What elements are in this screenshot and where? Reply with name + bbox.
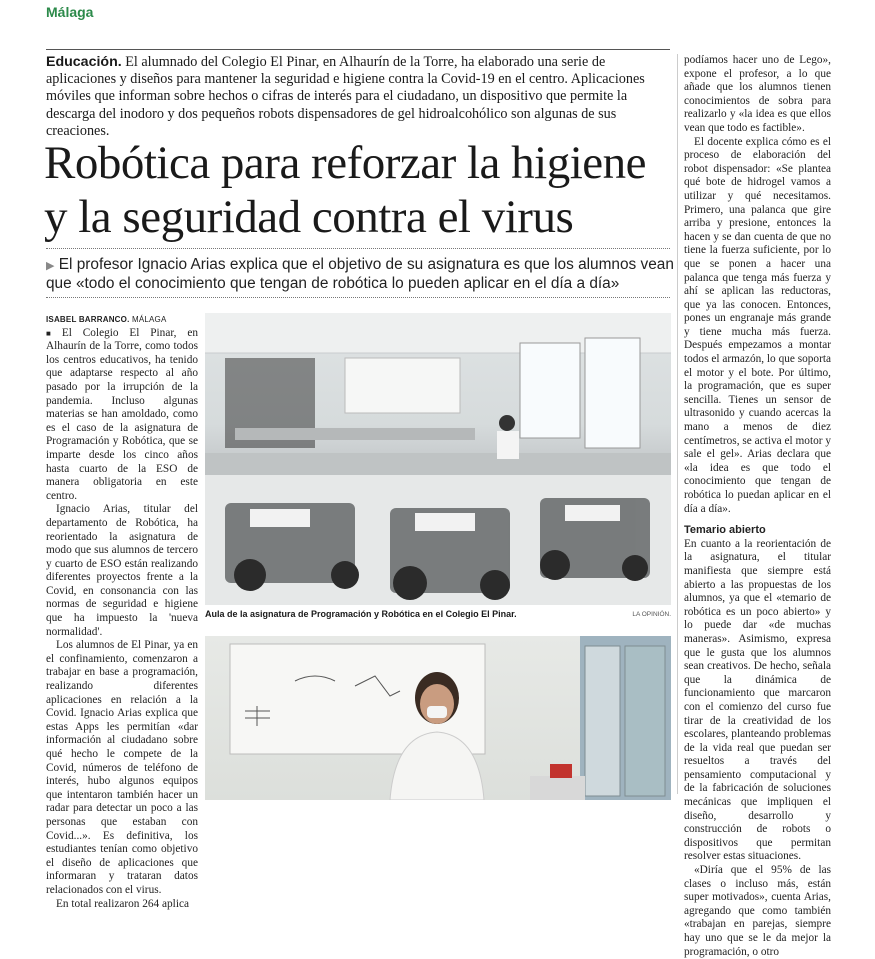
body-paragraph: Ignacio Arias, titular del departamento de Robótica, ha reorientado la asignatura de modo que sus alumnos de tercero y cuarto de ESO están realizando diferentes proyectos frente a la Covid, en consonancia con las normas de seguridad e higiene que ha impuesto la 'nueva normalidad'. [46, 503, 198, 638]
subtitle-bottom-divider [46, 297, 670, 298]
triangle-bullet-icon: ▶ [46, 260, 55, 272]
subtitle-text: El profesor Ignacio Arias explica que el objetivo de su asignatura es que los alumnos vean que «todo el conocimiento que tengan de robótica lo pueden aplicar en el día a día» [46, 256, 674, 292]
square-bullet-icon: ■ [46, 328, 59, 338]
body-paragraph: En total realizaron 264 aplica [56, 897, 189, 910]
lead-paragraph [46, 54, 671, 140]
subtitle [46, 256, 674, 293]
body-paragraph: ■ El Colegio El Pinar, en Alhaurín de la Torre, como todos los centros educativos, ha tenido que adaptarse respecto al año pasado por la irrupción de la pandemia. Incluso algunas materias se han amoldado, como es el caso de la asignatura de Programación y Robótica, que se imparte desde los cinco años hasta cuarto de la ESO de manera obligatoria en este centro. [46, 326, 198, 502]
headline-line-2: y la seguridad contra el virus [44, 191, 574, 243]
byline-author: ISABEL BARRANCO. [46, 315, 130, 324]
lead-text: El alumnado del Colegio El Pinar, en Alhaurín de la Torre, ha elaborado una serie de aplicaciones y diseños para mantener la seguridad e higiene contra la Covid-19 en el centro. Aplicaciones móviles que informan sobre hechos o cifras de interés para el ciudadano, un dispositivo que permite la descarga del inodoro y dos pequeños robots dispensadores de gel hidroalcohólico son algunas de sus creaciones. [46, 54, 645, 139]
body-paragraph: podíamos hacer uno de Lego», expone el profesor, a lo que añade que los alumnos tienen conocimientos de sobra para realizarlo y «la idea es que ellos vean que todo es factible». [684, 54, 831, 134]
headline-line-1: Robótica para reforzar la higiene [44, 137, 647, 189]
right-column [684, 54, 831, 959]
byline [46, 313, 198, 327]
body-paragraph: Los alumnos de El Pinar, ya en el confinamiento, comenzaron a trabajar en base a programación, realizando diferentes aplicaciones en relación a la Covid. Ignacio Arias explica que estas Apps les permitían «dar información al ciudadano sobre qué hecho le compete de la Covid, números de teléfono de interés, hubo algunos equipos que intentaron también hacer un radar para detectar un poco a las personas que estaban con Covid...». Es definitiva, los estudiantes tenían como objetivo el diseño de aplicaciones que informaran y trataran datos relacionados con el virus. [46, 639, 198, 896]
column-divider [677, 54, 678, 794]
body-paragraph: «Diría que el 95% de las clases o incluso más, están super motivados», cuenta Arias, agregando que como también «trabajan en parejas, siempre hay uno que se le da mejor la programación, o otro [684, 864, 831, 958]
top-divider [46, 49, 670, 50]
left-column [46, 313, 198, 911]
section-label: Málaga [46, 4, 94, 20]
byline-place: MÁLAGA [131, 315, 167, 324]
lead-kicker: Educación. [46, 54, 122, 70]
photo-caption: Aula de la asignatura de Programación y Robótica en el Colegio El Pinar. [205, 609, 517, 619]
photo-credit: LA OPINIÓN. [632, 611, 671, 618]
subtitle-top-divider [46, 248, 670, 249]
classroom-photo [205, 313, 671, 605]
teacher-photo [205, 636, 671, 800]
body-paragraph: El docente explica cómo es el proceso de elaboración del robot dispensador: «Se plantea qué bote de hidrogel vamos a utilizar y qué necesitamos. Primero, una palanca que gire arriba y presione, entonces la hacen y se dan cuenta de que no tiene la fuerza suficiente, por lo que se ponen a hacer una palanca que tenga más fuerza y ahí se aplican las reductoras, que ya las conocen. Entonces, pones un engranaje más grande y tiene mucha más fuerza. Después empezamos a montar todos el armazón, lo que soporta el motor y el bote. Por último, la programación, que es super sencilla. Tienes un sensor de ultrasonido y cuando acercas la mano a menos de diez centímetros, se activa el motor y sale el gel». Arias declara que «la idea es que todo el conocimiento que tengan de robótica lo puedan aplicar en el día a día». [684, 135, 831, 515]
headline [44, 136, 674, 244]
section-subhead: Temario abierto [684, 524, 766, 537]
body-paragraph: En cuanto a la reorientación de la asignatura, el titular manifiesta que siempre está abierto a las propuestas de los alumnos, ya que el «temario de robótica es un poco abierto» y lo puede dar «de muchas maneras». Asimismo, expresa que le gusta que los alumnos sean creativos. De hecho, señala que la dinámica de funcionamiento que marcaron con el comienzo del curso fue tirar de la creatividad de los escolares, planteando problemas de la vida real que puedan ser resueltos a través del pensamiento computacional y de la fabricación de soluciones mecánicas que impliquen el diseño, desarrollo y construcción de robots o dispositivos que permitan resolver estas situaciones. [684, 537, 831, 863]
